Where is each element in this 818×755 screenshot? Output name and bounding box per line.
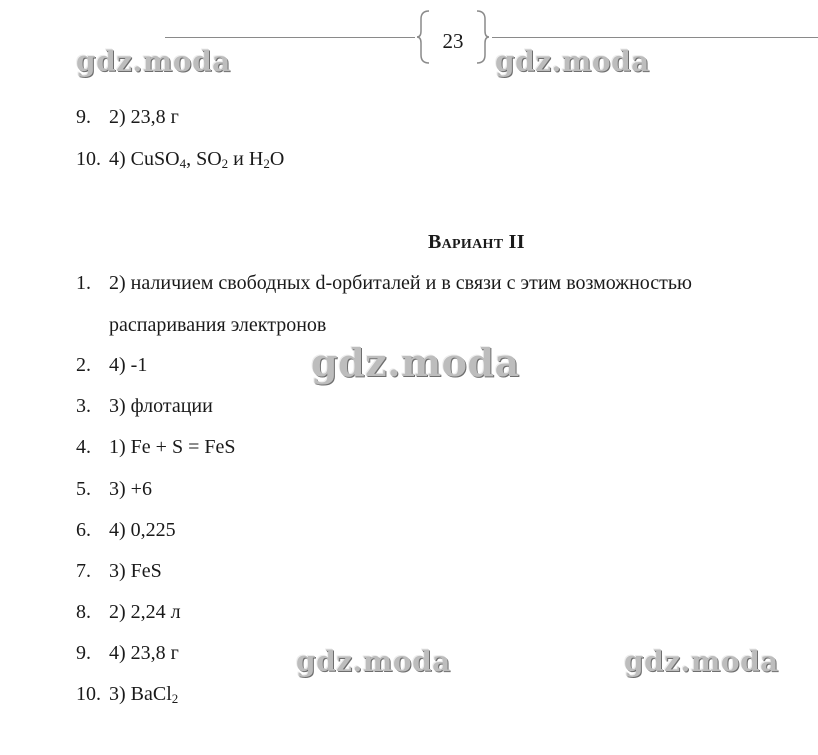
watermark: gdz.moda xyxy=(311,340,520,385)
answer-number: 8. xyxy=(76,601,91,623)
header-rule-right xyxy=(492,37,818,38)
answer-line xyxy=(76,353,147,377)
answer-line xyxy=(76,147,284,171)
page-number-frame xyxy=(413,9,493,65)
answer-number: 5. xyxy=(76,478,91,500)
answer-text: 4) CuSO$_4$, $SO_2$ и $H_2O$ xyxy=(109,148,285,171)
answer-number: 1. xyxy=(76,272,91,294)
answer-line xyxy=(76,394,213,418)
answer-number: 3. xyxy=(76,395,91,417)
watermark: gdz.moda xyxy=(624,645,779,678)
answer-number: 4. xyxy=(76,436,91,458)
answer-continuation: распаривания электронов xyxy=(109,314,327,336)
answer-line xyxy=(76,641,179,665)
answer-line xyxy=(76,559,162,583)
watermark: gdz.moda xyxy=(495,45,650,78)
watermark: gdz.moda xyxy=(296,645,451,678)
watermark: gdz.moda xyxy=(76,45,231,78)
answer-text: 2) наличием свободных d-орбиталей и в связи с этим возможностью xyxy=(109,272,692,294)
answer-text: 2) 23,8 г xyxy=(109,106,179,128)
answer-text: 3) FeS xyxy=(109,560,162,582)
answer-number: 7. xyxy=(76,560,91,582)
answer-line xyxy=(76,477,152,501)
answer-text: 3) флотации xyxy=(109,395,213,417)
answer-line xyxy=(76,271,692,295)
answer-text: 4) 0,225 xyxy=(109,519,176,541)
answer-text: 4) -1 xyxy=(109,354,148,376)
answer-number: 6. xyxy=(76,519,91,541)
page-number: 23 xyxy=(442,29,464,53)
section-title: Вариант II xyxy=(428,231,525,253)
answer-number: 2. xyxy=(76,354,91,376)
answer-text: 4) 23,8 г xyxy=(109,642,179,664)
answer-line xyxy=(76,105,179,129)
answer-line xyxy=(76,518,176,542)
answer-text: 3) BaCl$_2$ xyxy=(109,683,179,706)
answer-number: 9. xyxy=(76,642,91,664)
answer-line xyxy=(76,682,178,706)
header-rule-left xyxy=(165,37,415,38)
answer-number: 9. xyxy=(76,106,91,128)
answer-line xyxy=(76,435,235,459)
answer-text: 3) +6 xyxy=(109,478,152,500)
answer-number: 10. xyxy=(76,148,101,170)
answer-line xyxy=(76,600,181,624)
answer-number: 10. xyxy=(76,683,101,705)
answer-text: 2) 2,24 л xyxy=(109,601,181,623)
answer-text: 1) Fe + S = FeS xyxy=(109,436,236,458)
